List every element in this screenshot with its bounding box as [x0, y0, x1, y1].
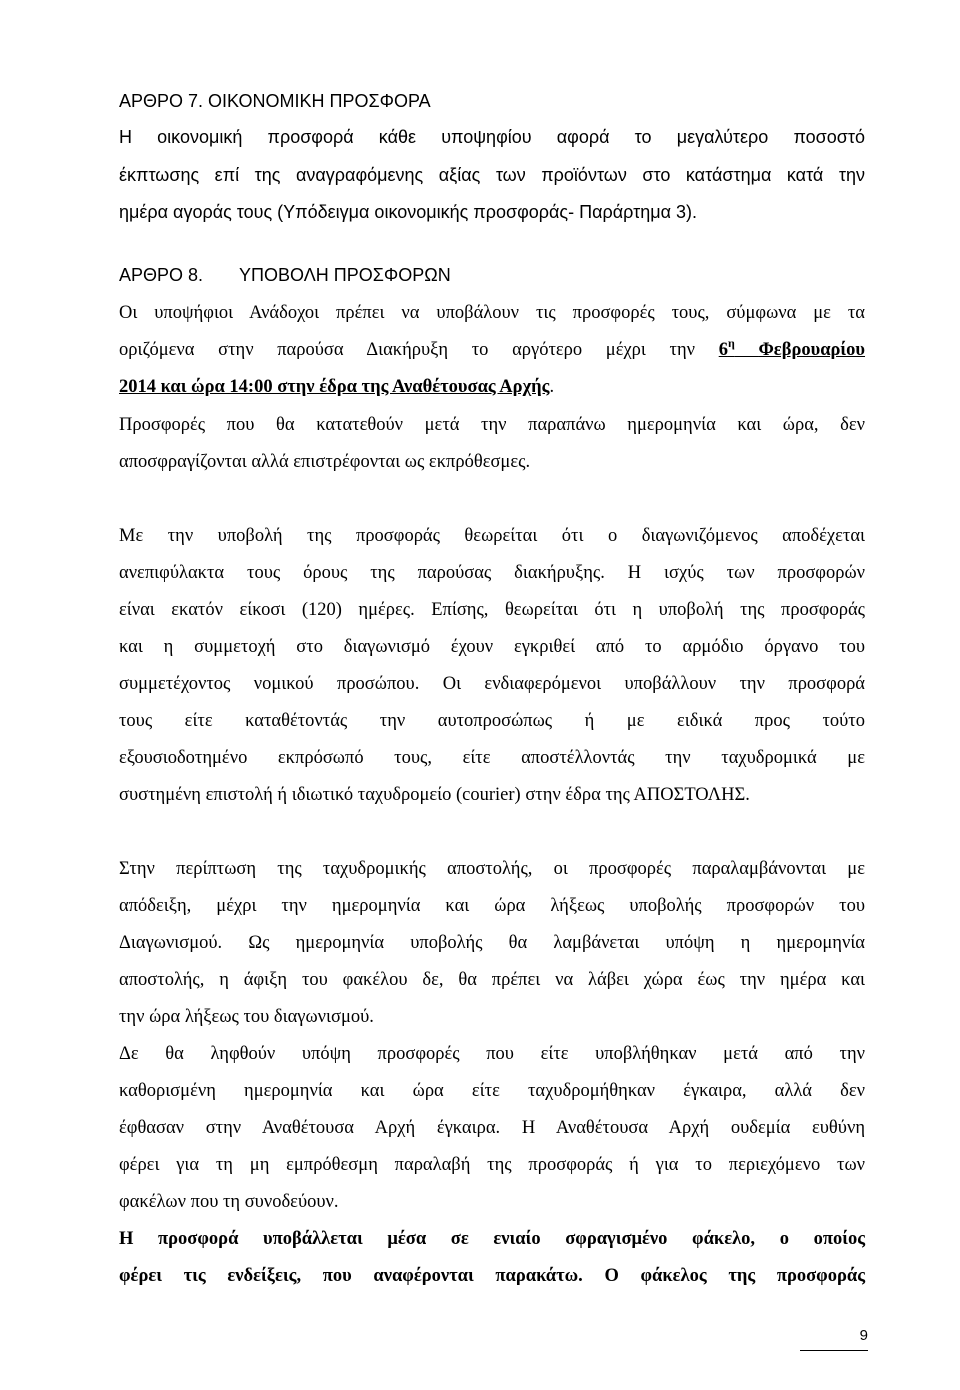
postal-line: Στην περίπτωση της ταχυδρομικής αποστολής, οι προσφορές παραλαμβάνονται με	[119, 859, 865, 879]
ignored-offers-line: φακέλων που τη συνοδεύουν.	[119, 1192, 339, 1212]
acceptance-line: είναι εκατόν είκοσι (120) ημέρες. Επίσης, θεωρείται ότι η υποβολή της προσφοράς	[119, 600, 865, 620]
deadline-intro-text: οριζόμενα στην παρούσα Διακήρυξη το αργότερο μέχρι την	[119, 340, 696, 360]
acceptance-line: τους είτε καταθέτοντάς την αυτοπροσώπως ή με ειδικά προς τούτο	[119, 711, 865, 731]
article-8-heading	[119, 262, 865, 288]
article-8-line: Οι υποψήφιοι Ανάδοχοι πρέπει να υποβάλουν τις προσφορές τους, σύμφωνα με τα	[119, 303, 865, 323]
ignored-offers-line: φέρει για τη μη εμπρόθεσμη παραλαβή της προσφοράς ή για το περιεχόμενο των	[119, 1155, 865, 1175]
ignored-offers-line: καθορισμένη ημερομηνία και ώρα είτε ταχυδρομήθηκαν έγκαιρα, αλλά δεν	[119, 1081, 865, 1101]
page-number: 9	[859, 1327, 868, 1344]
article-7-heading: ΑΡΘΡΟ 7. ΟΙΚΟΝΟΜΙΚΗ ΠΡΟΣΦΟΡΑ	[119, 91, 431, 111]
footer-rule	[800, 1350, 868, 1351]
postal-line: την ώρα λήξεως του διαγωνισμού.	[119, 1007, 374, 1027]
deadline-date: $6^\eta$ Φεβρουαρίου	[718, 336, 866, 360]
postal-line: αποστολής, η άφιξη του φακέλου δε, θα πρέπει να λάβει χώρα έως την ημέρα και	[119, 970, 865, 990]
late-offers-line: αποσφραγίζονται αλλά επιστρέφονται ως εκπρόθεσμες.	[119, 452, 531, 472]
acceptance-line: εξουσιοδοτημένο εκπρόσωπό τους, είτε αποστέλλοντάς την ταχυδρομικά με	[119, 748, 865, 768]
acceptance-line: συστημένη επιστολή ή ιδιωτικό ταχυδρομείο (courier) στην έδρα της ΑΠΟΣΤΟΛΗΣ.	[119, 785, 750, 805]
article-7-line: Η οικονομική προσφορά κάθε υποψηφίου αφορά το μεγαλύτερο ποσοστό	[119, 127, 865, 147]
acceptance-line: Με την υποβολή της προσφοράς θεωρείται ότι ο διαγωνιζόμενος αποδέχεται	[119, 526, 865, 546]
article-8-label: ΑΡΘΡΟ 8.	[119, 265, 204, 285]
acceptance-line: και η συμμετοχή στο διαγωνισμό έχουν εγκριθεί από το αρμόδιο όργανο του	[119, 637, 865, 657]
article-8-title: ΥΠΟΒΟΛΗ ΠΡΟΣΦΟΡΩΝ	[239, 265, 451, 285]
deadline-time-place: 2014 και ώρα 14:00 στην έδρα της Αναθέτουσας Αρχής	[119, 377, 550, 397]
ignored-offers-line: Δε θα ληφθούν υπόψη προσφορές που είτε υποβλήθηκαν μετά από την	[119, 1044, 865, 1064]
sealed-envelope-line: φέρει τις ενδείξεις, που αναφέρονται παρακάτω. Ο φάκελος της προσφοράς	[119, 1266, 865, 1286]
article-7-line: έκπτωσης επί της αναγραφόμενης αξίας των προϊόντων στο κατάστημα κατά την	[119, 165, 865, 185]
postal-line: Διαγωνισμού. Ως ημερομηνία υποβολής θα λαμβάνεται υπόψη η ημερομηνία	[119, 933, 865, 953]
sealed-envelope-line: Η προσφορά υποβάλλεται μέσα σε ενιαίο σφραγισμένο φάκελο, ο οποίος	[119, 1229, 865, 1249]
acceptance-line: ανεπιφύλακτα τους όρους της παρούσας διακήρυξης. Η ισχύς των προσφορών	[119, 563, 865, 583]
ignored-offers-line: έφθασαν στην Αναθέτουσα Αρχή έγκαιρα. Η Αναθέτουσα Αρχή ουδεμία ευθύνη	[119, 1118, 865, 1138]
late-offers-line: Προσφορές που θα κατατεθούν μετά την παραπάνω ημερομηνία και ώρα, δεν	[119, 415, 865, 435]
article-8-deadline-line	[119, 337, 865, 363]
acceptance-line: συμμετέχοντος νομικού προσώπου. Οι ενδιαφερόμενοι υποβάλλουν την προσφορά	[119, 674, 865, 694]
article-7-line: ημέρα αγοράς τους (Υπόδειγμα οικονομικής προσφοράς- Παράρτημα 3).	[119, 202, 698, 222]
postal-line: απόδειξη, μέχρι την ημερομηνία και ώρα λήξεως υποβολής προσφορών του	[119, 896, 865, 916]
article-8-deadline-line: 2014 και ώρα 14:00 στην έδρα της Αναθέτουσας Αρχής.	[119, 377, 555, 397]
